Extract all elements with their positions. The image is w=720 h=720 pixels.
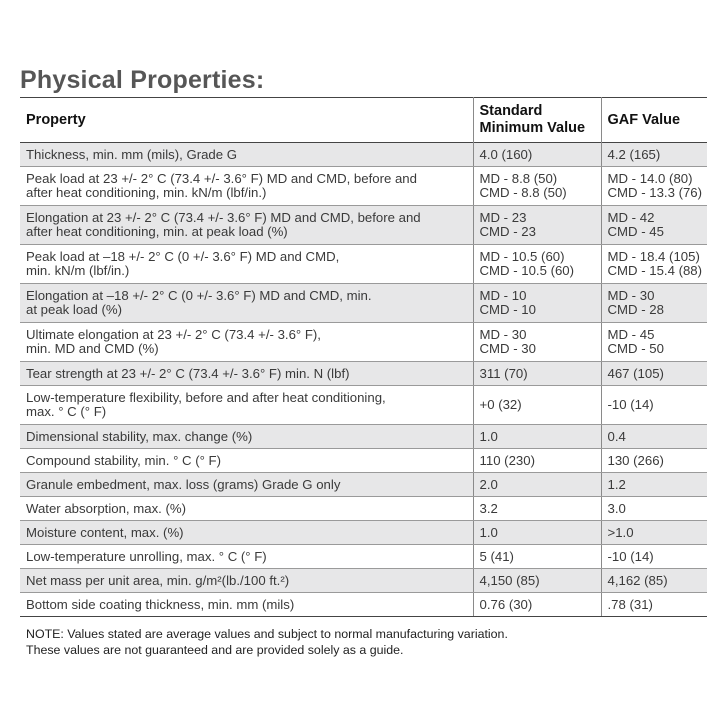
property-cell-text: Thickness, min. mm (mils), Grade G xyxy=(26,146,238,162)
gaf-value-cell-text: 3.0 xyxy=(607,500,626,516)
property-cell-text: Peak load at 23 +/- 2° C (73.4 +/- 3.6° F) MD and CMD, before and xyxy=(26,171,417,186)
gaf-value-cell-text: CMD - 13.3 (76) xyxy=(607,185,703,200)
standard-value-cell-text: CMD - 10 xyxy=(479,302,536,317)
property-cell-text: after heat conditioning, min. kN/m (lbf/in.) xyxy=(26,185,267,200)
table-row xyxy=(20,284,707,323)
gaf-value-cell xyxy=(601,284,707,323)
standard-value-cell-text: 3.2 xyxy=(479,500,498,516)
table-row xyxy=(20,167,707,206)
property-cell xyxy=(20,362,473,386)
gaf-value-cell-text: 4.2 (165) xyxy=(607,146,661,162)
gaf-value-cell xyxy=(601,449,707,473)
standard-value-cell xyxy=(473,323,601,362)
standard-value-cell xyxy=(473,362,601,386)
property-cell-text: Tear strength at 23 +/- 2° C (73.4 +/- 3.6° F) min. N (lbf) xyxy=(26,365,350,381)
table-row xyxy=(20,143,707,167)
header-property: Property xyxy=(20,98,473,143)
property-cell xyxy=(20,521,473,545)
property-cell-text: max. ° C (° F) xyxy=(26,404,107,419)
gaf-value-cell-text: 0.4 xyxy=(607,428,626,444)
gaf-value-cell-text: MD - 14.0 (80) xyxy=(607,171,693,186)
standard-value-cell-text: MD - 30 xyxy=(479,327,527,342)
gaf-value-cell-text: MD - 18.4 (105) xyxy=(607,249,700,264)
standard-value-cell-text: CMD - 23 xyxy=(479,224,536,239)
property-cell-text: Peak load at –18 +/- 2° C (0 +/- 3.6° F) MD and CMD, xyxy=(26,249,340,264)
standard-value-cell xyxy=(473,425,601,449)
gaf-value-cell xyxy=(601,206,707,245)
gaf-value-cell xyxy=(601,386,707,425)
gaf-value-cell-text: >1.0 xyxy=(607,524,634,540)
property-cell-text: after heat conditioning, min. at peak load (%) xyxy=(26,224,288,239)
standard-value-cell xyxy=(473,206,601,245)
gaf-value-cell xyxy=(601,473,707,497)
table-row xyxy=(20,473,707,497)
table-header-row xyxy=(20,98,707,143)
gaf-value-cell xyxy=(601,245,707,284)
property-cell-text: Elongation at 23 +/- 2° C (73.4 +/- 3.6° F) MD and CMD, before and xyxy=(26,210,421,225)
property-cell-text: Low-temperature unrolling, max. ° C (° F) xyxy=(26,548,267,564)
property-cell xyxy=(20,425,473,449)
property-cell-text: Water absorption, max. (%) xyxy=(26,500,187,516)
standard-value-cell xyxy=(473,473,601,497)
standard-value-cell-text: 1.0 xyxy=(479,524,498,540)
standard-value-cell-text: 110 (230) xyxy=(479,452,535,468)
table-row xyxy=(20,362,707,386)
gaf-value-cell xyxy=(601,497,707,521)
standard-value-cell-text: CMD - 30 xyxy=(479,341,536,356)
gaf-value-cell xyxy=(601,593,707,617)
table-row xyxy=(20,593,707,617)
property-cell xyxy=(20,593,473,617)
table-row xyxy=(20,323,707,362)
table-body xyxy=(20,143,707,617)
property-cell xyxy=(20,323,473,362)
gaf-value-cell xyxy=(601,143,707,167)
standard-value-cell-text: 4,150 (85) xyxy=(479,572,540,588)
property-cell xyxy=(20,167,473,206)
property-cell-text: Net mass per unit area, min. g/m²(lb./100 ft.²) xyxy=(26,572,290,588)
disclaimer-note xyxy=(26,627,508,658)
property-cell xyxy=(20,545,473,569)
property-cell xyxy=(20,245,473,284)
gaf-value-cell-text: CMD - 45 xyxy=(607,224,664,239)
table-row xyxy=(20,521,707,545)
property-cell-text: Compound stability, min. ° C (° F) xyxy=(26,452,221,468)
table-row xyxy=(20,245,707,284)
standard-value-cell-text: CMD - 10.5 (60) xyxy=(479,263,575,278)
gaf-value-cell xyxy=(601,167,707,206)
table-row xyxy=(20,497,707,521)
header-gaf-value: GAF Value xyxy=(601,98,707,143)
header-standard-minimum-value: Standard Minimum Value xyxy=(473,98,601,143)
standard-value-cell-text: 1.0 xyxy=(479,428,498,444)
standard-value-cell-text: 0.76 (30) xyxy=(479,596,533,612)
property-cell-text: min. MD and CMD (%) xyxy=(26,341,159,356)
property-cell xyxy=(20,386,473,425)
standard-value-cell xyxy=(473,521,601,545)
table-row xyxy=(20,206,707,245)
table-row xyxy=(20,569,707,593)
standard-value-cell xyxy=(473,545,601,569)
gaf-value-cell-text: 1.2 xyxy=(607,476,626,492)
table-row xyxy=(20,386,707,425)
property-cell-text: Dimensional stability, max. change (%) xyxy=(26,428,253,444)
standard-value-cell-text: 2.0 xyxy=(479,476,498,492)
property-cell-text: Ultimate elongation at 23 +/- 2° C (73.4 +/- 3.6° F), xyxy=(26,327,321,342)
standard-value-cell xyxy=(473,593,601,617)
standard-value-cell xyxy=(473,449,601,473)
gaf-value-cell xyxy=(601,521,707,545)
property-cell xyxy=(20,569,473,593)
note-line-2: These values are not guaranteed and are provided solely as a guide. xyxy=(26,642,404,657)
property-cell-text: Low-temperature flexibility, before and after heat conditioning, xyxy=(26,390,386,405)
standard-value-cell xyxy=(473,143,601,167)
property-cell xyxy=(20,497,473,521)
gaf-value-cell-text: .78 (31) xyxy=(607,596,653,612)
property-cell xyxy=(20,449,473,473)
standard-value-cell xyxy=(473,167,601,206)
property-cell-text: Granule embedment, max. loss (grams) Grade G only xyxy=(26,476,341,492)
property-cell xyxy=(20,473,473,497)
physical-properties-table xyxy=(20,97,707,617)
gaf-value-cell xyxy=(601,425,707,449)
property-cell xyxy=(20,284,473,323)
standard-value-cell-text: MD - 8.8 (50) xyxy=(479,171,558,186)
standard-value-cell-text: MD - 10.5 (60) xyxy=(479,249,565,264)
gaf-value-cell xyxy=(601,545,707,569)
standard-value-cell-text: MD - 10 xyxy=(479,288,527,303)
standard-value-cell xyxy=(473,497,601,521)
table-row xyxy=(20,425,707,449)
standard-value-cell-text: CMD - 8.8 (50) xyxy=(479,185,567,200)
property-cell-text: min. kN/m (lbf/in.) xyxy=(26,263,130,278)
property-cell-text: Bottom side coating thickness, min. mm (mils) xyxy=(26,596,295,612)
gaf-value-cell-text: CMD - 15.4 (88) xyxy=(607,263,703,278)
gaf-value-cell xyxy=(601,569,707,593)
gaf-value-cell-text: 4,162 (85) xyxy=(607,572,668,588)
property-cell-text: Elongation at –18 +/- 2° C (0 +/- 3.6° F) MD and CMD, min. xyxy=(26,288,372,303)
gaf-value-cell-text: 467 (105) xyxy=(607,365,664,381)
gaf-value-cell-text: -10 (14) xyxy=(607,397,654,412)
gaf-value-cell-text: MD - 30 xyxy=(607,288,655,303)
standard-value-cell xyxy=(473,245,601,284)
property-cell-text: Moisture content, max. (%) xyxy=(26,524,184,540)
page-title: Physical Properties: xyxy=(20,66,265,94)
standard-value-cell xyxy=(473,284,601,323)
gaf-value-cell-text: -10 (14) xyxy=(607,548,654,564)
standard-value-cell-text: 4.0 (160) xyxy=(479,146,533,162)
table-row xyxy=(20,545,707,569)
gaf-value-cell-text: 130 (266) xyxy=(607,452,664,468)
gaf-value-cell-text: MD - 42 xyxy=(607,210,655,225)
standard-value-cell xyxy=(473,569,601,593)
gaf-value-cell-text: CMD - 50 xyxy=(607,341,664,356)
gaf-value-cell-text: MD - 45 xyxy=(607,327,655,342)
standard-value-cell-text: 5 (41) xyxy=(479,548,514,564)
standard-value-cell-text: MD - 23 xyxy=(479,210,527,225)
property-cell xyxy=(20,206,473,245)
property-cell-text: at peak load (%) xyxy=(26,302,123,317)
property-cell xyxy=(20,143,473,167)
note-line-1: NOTE: Values stated are average values and subject to normal manufacturing variation. xyxy=(26,627,508,641)
gaf-value-cell-text: CMD - 28 xyxy=(607,302,664,317)
gaf-value-cell xyxy=(601,323,707,362)
standard-value-cell-text: +0 (32) xyxy=(479,397,522,412)
standard-value-cell xyxy=(473,386,601,425)
table-row xyxy=(20,449,707,473)
standard-value-cell-text: 311 (70) xyxy=(479,365,528,381)
gaf-value-cell xyxy=(601,362,707,386)
